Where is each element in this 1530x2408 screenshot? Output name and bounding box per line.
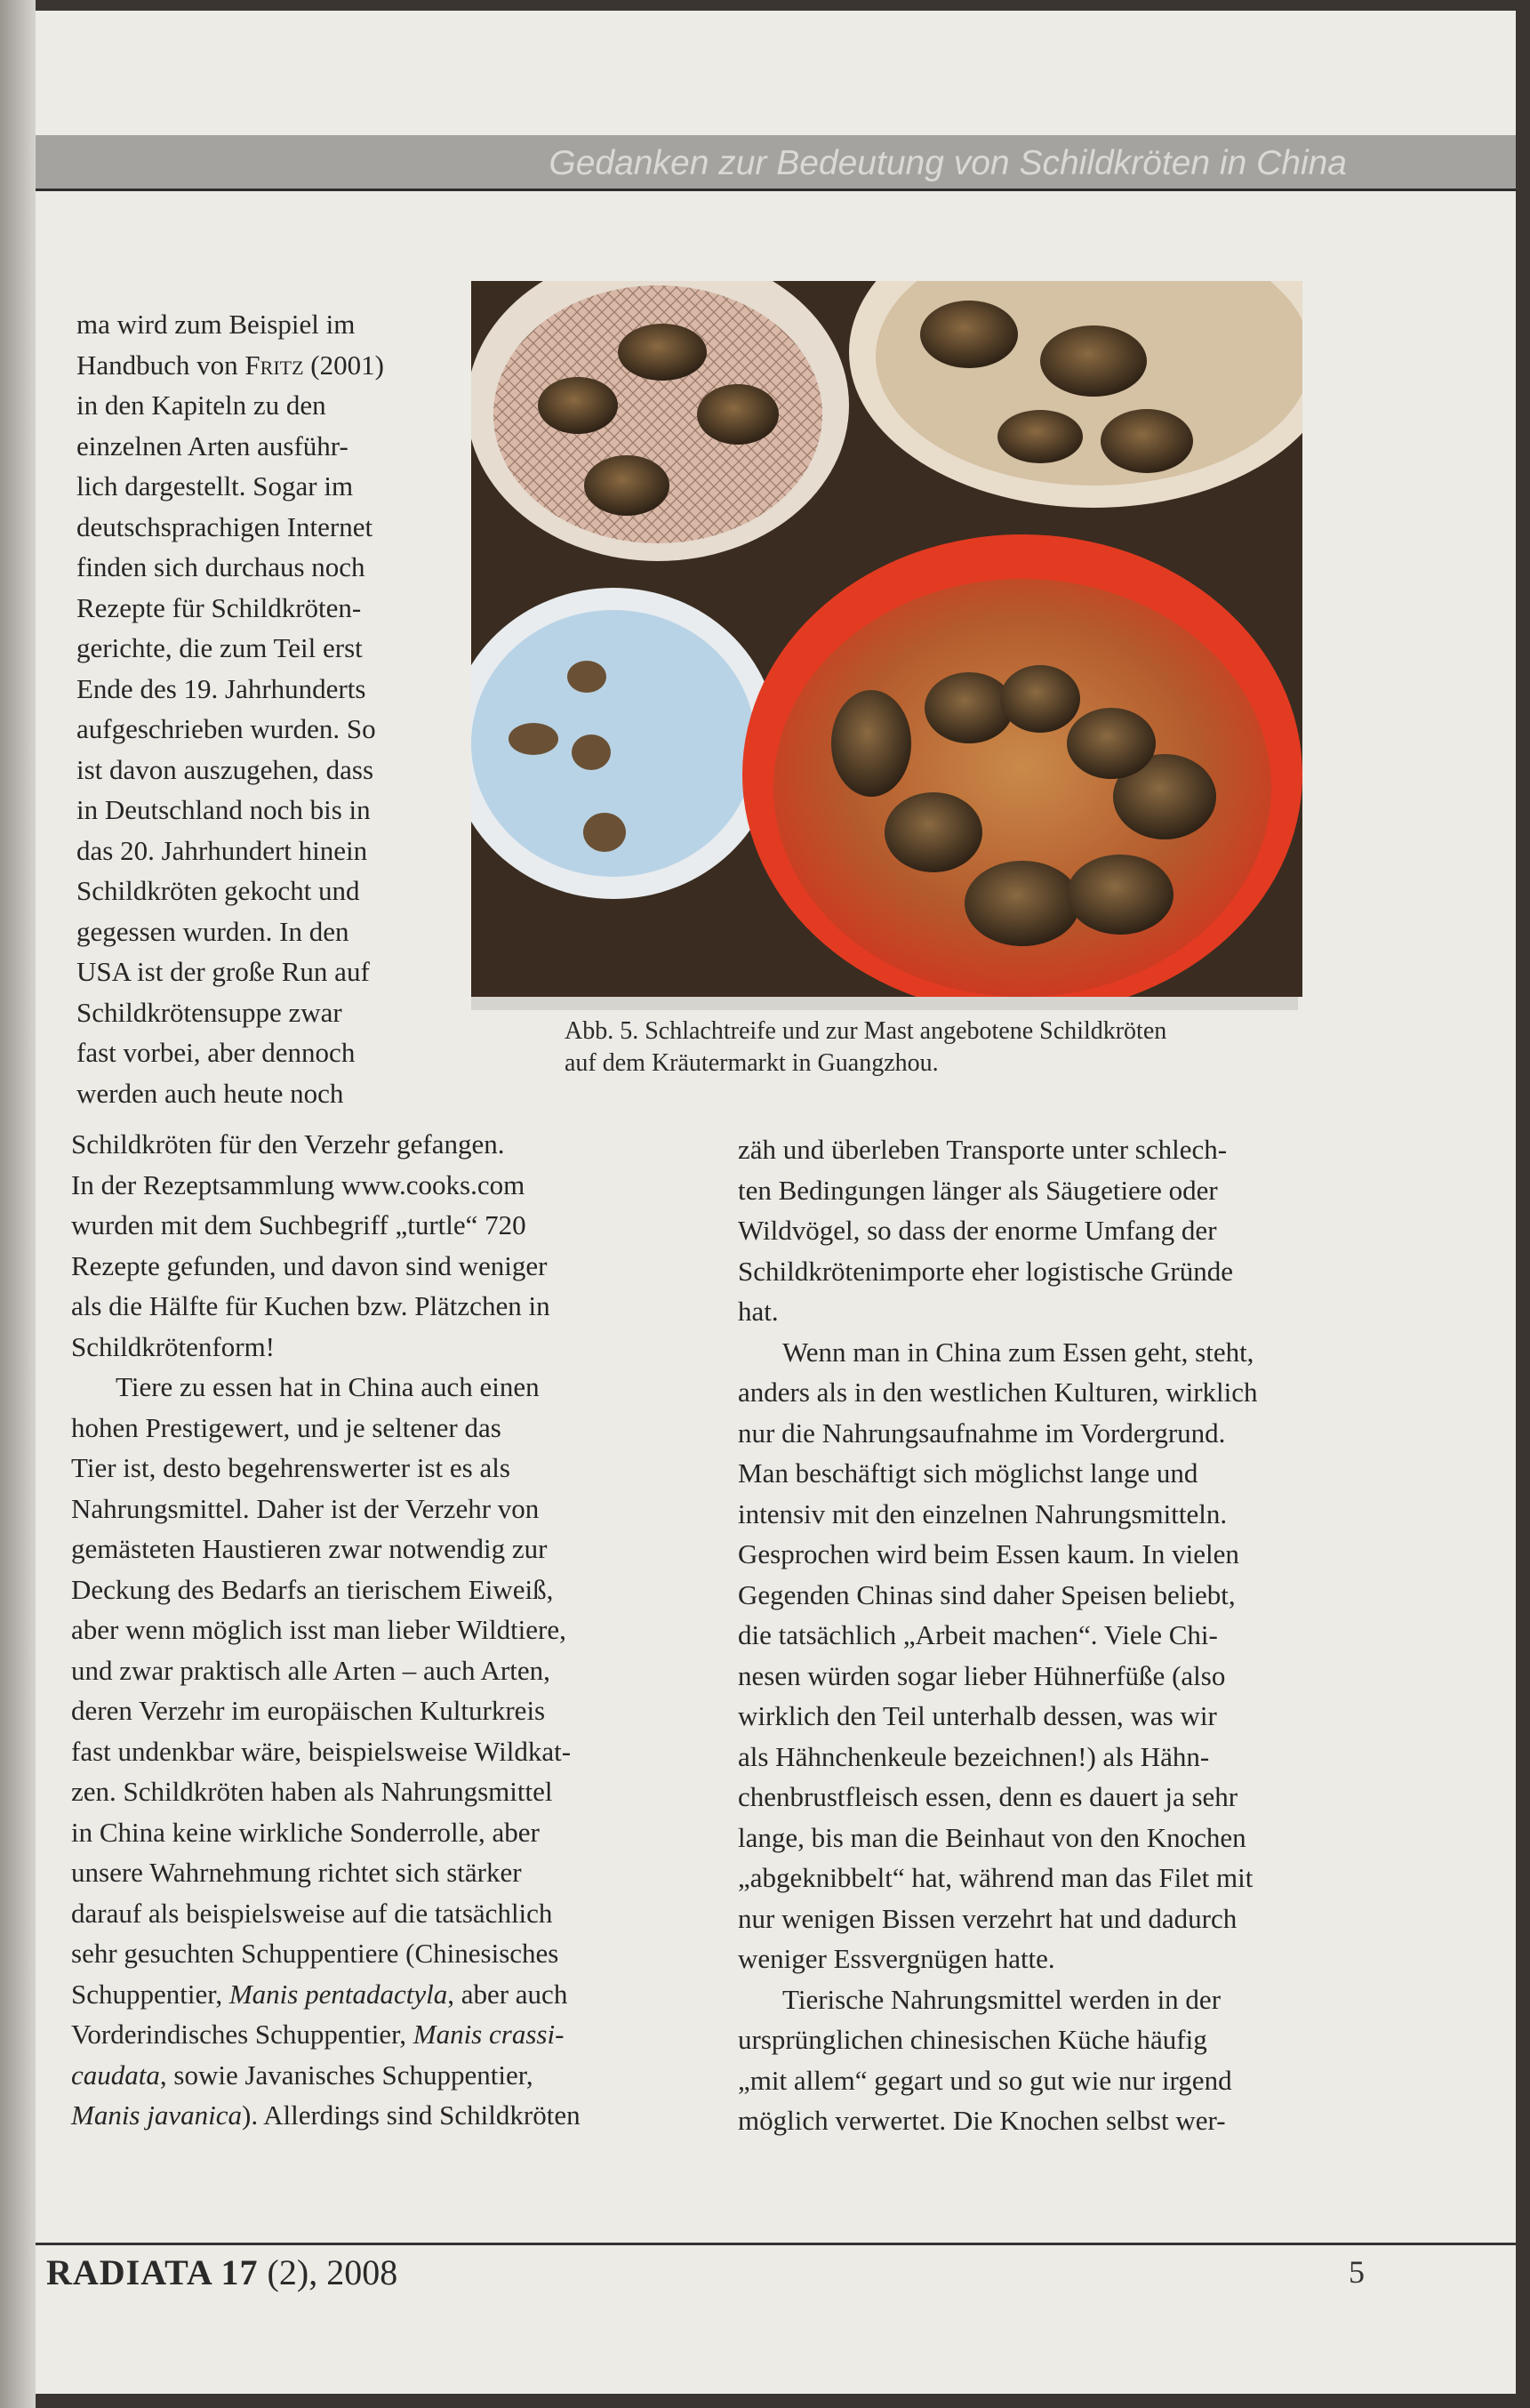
right-column: [738, 1129, 1391, 2141]
text-line: Schildkröten für den Verzehr gefangen.: [71, 1128, 505, 1160]
journal-name: RADIATA 17: [46, 2252, 259, 2292]
text-line: lange, bis man die Beinhaut von den Knochen: [738, 1821, 1246, 1853]
text-line: in den Kapiteln zu den: [76, 389, 326, 421]
text-line: einzelnen Arten ausführ-: [76, 429, 348, 462]
text-line: hat.: [738, 1296, 779, 1327]
text-line: zen. Schildkröten haben als Nahrungsmittel: [71, 1776, 553, 1807]
text-line: fast undenkbar wäre, beispielsweise Wildkat-: [71, 1735, 572, 1767]
text-line: Tierische Nahrungsmittel werden in der: [782, 1983, 1222, 2015]
text-line: Vorderindisches Schuppentier, Manis crassi-: [71, 2019, 565, 2050]
text-line: lich dargestellt. Sogar im: [76, 470, 354, 502]
text-line: hohen Prestigewert, und je seltener das: [71, 1411, 501, 1443]
text-line: In der Rezeptsammlung www.cooks.com: [71, 1168, 525, 1200]
text-line: Schuppentier, Manis pentadactyla, aber auch: [71, 1978, 568, 2010]
text-line: Gegenden Chinas sind daher Speisen beliebt,: [738, 1578, 1236, 1610]
text-line: nur wenigen Bissen verzehrt hat und dadurch: [738, 1902, 1238, 1934]
text-line: Rezepte für Schildkröten-: [76, 591, 362, 623]
running-header-bar: [36, 135, 1516, 191]
text-line: als die Hälfte für Kuchen bzw. Plätzchen in: [71, 1290, 550, 1321]
text-line: werden auch heute noch: [76, 1077, 344, 1109]
text-line: Wenn man in China zum Essen geht, steht,: [782, 1336, 1254, 1368]
text-line: in Deutschland noch bis in: [76, 794, 371, 825]
text-line: Man beschäftigt sich möglichst lange und: [738, 1457, 1198, 1489]
text-line: Tiere zu essen hat in China auch einen: [116, 1371, 540, 1402]
left-column-wide: [71, 1124, 725, 2136]
species-name: Manis crassi-: [413, 2019, 565, 2050]
text-line: „mit allem“ gegart und so gut wie nur irgend: [738, 2064, 1232, 2096]
text-line: unsere Wahrnehmung richtet sich stärker: [71, 1857, 522, 1888]
text-line: fast vorbei, aber dennoch: [76, 1037, 356, 1068]
text-line: gegessen wurden. In den: [76, 915, 349, 947]
journal-issue: (2), 2008: [258, 2252, 398, 2292]
species-name: Manis pentadactyla: [228, 1978, 448, 2010]
text-line: Schildkröten gekocht und: [76, 875, 360, 906]
text-line: möglich verwertet. Die Knochen selbst wer-: [738, 2105, 1226, 2136]
text-line: intensiv mit den einzelnen Nahrungsmitteln.: [738, 1497, 1228, 1529]
text-line: ursprünglichen chinesischen Küche häufig: [738, 2024, 1207, 2055]
text-line: und zwar praktisch alle Arten – auch Arten,: [71, 1654, 550, 1686]
text-line: gemästeten Haustieren zwar notwendig zur: [71, 1533, 548, 1564]
figure-caption: [565, 1015, 1347, 1080]
magazine-page: [36, 11, 1516, 2394]
book-spine-shadow: [0, 0, 36, 2408]
text-line: ist davon auszugehen, dass: [76, 753, 374, 785]
text-line: Ende des 19. Jahrhunderts: [76, 672, 366, 704]
text-line: ma wird zum Beispiel im: [76, 309, 356, 340]
text-line: die tatsächlich „Arbeit machen“. Viele Chi-: [738, 1619, 1218, 1650]
species-name: Manis javanica: [71, 2099, 242, 2131]
left-column-narrow: [76, 304, 443, 1113]
page-number: 5: [1349, 2254, 1365, 2290]
text-line: Rezepte gefunden, und davon sind weniger: [71, 1249, 548, 1281]
footer-rule: [36, 2243, 1516, 2245]
caption-line: auf dem Kräutermarkt in Guangzhou.: [565, 1049, 939, 1077]
text-line: caudata, sowie Javanisches Schuppentier,: [71, 2059, 533, 2091]
running-header-title: Gedanken zur Bedeutung von Schildkröten in China: [549, 144, 1347, 182]
text-line: nesen würden sogar lieber Hühnerfüße (also: [738, 1659, 1226, 1691]
text-line: in China keine wirkliche Sonderrolle, aber: [71, 1816, 540, 1848]
figure-frame: [471, 281, 1298, 1010]
text-line: deutschsprachigen Internet: [76, 510, 373, 542]
text-line: Schildkrötensuppe zwar: [76, 996, 342, 1028]
text-line: „abgeknibbelt“ hat, während man das Filet mit: [738, 1862, 1254, 1893]
text-line: sehr gesuchten Schuppentiere (Chinesisches: [71, 1938, 559, 1969]
text-line: chenbrustfleisch essen, denn es dauert ja sehr: [738, 1781, 1238, 1812]
text-line: aber wenn möglich isst man lieber Wildtiere,: [71, 1614, 566, 1645]
turtle-market-photo: [471, 281, 1302, 997]
journal-citation: [46, 2251, 397, 2293]
photo-illustration: [471, 281, 1302, 997]
text-line: Nahrungsmittel. Daher ist der Verzehr von: [71, 1492, 540, 1524]
text-line: wirklich den Teil unterhalb dessen, was wir: [738, 1700, 1217, 1731]
text-line: ten Bedingungen länger als Säugetiere oder: [738, 1174, 1218, 1206]
text-line: Deckung des Bedarfs an tierischem Eiweiß,: [71, 1573, 554, 1605]
caption-line: Abb. 5. Schlachtreife und zur Mast angebotene Schildkröten: [565, 1017, 1167, 1045]
text-line: nur die Nahrungsaufnahme im Vordergrund.: [738, 1417, 1226, 1449]
text-line: als Hähnchenkeule bezeichnen!) als Hähn-: [738, 1740, 1210, 1772]
text-line: Gesprochen wird beim Essen kaum. In vielen: [738, 1538, 1239, 1569]
text-line: Manis javanica). Allerdings sind Schildkröten: [71, 2099, 581, 2131]
text-line: Schildkrötenimporte eher logistische Gründe: [738, 1255, 1234, 1287]
text-line: Schildkrötenform!: [71, 1330, 276, 1362]
text-line: anders als in den westlichen Kulturen, wirklich: [738, 1377, 1258, 1408]
text-line: weniger Essvergnügen hatte.: [738, 1943, 1055, 1974]
text-line: wurden mit dem Suchbegriff „turtle“ 720: [71, 1209, 526, 1240]
text-line: Handbuch von Fritz (2001): [76, 349, 384, 381]
text-line: das 20. Jahrhundert hinein: [76, 834, 368, 866]
text-line: darauf als beispielsweise auf die tatsächlich: [71, 1897, 553, 1929]
text-line: gerichte, die zum Teil erst: [76, 632, 363, 663]
author-name: Fritz: [244, 349, 304, 381]
text-line: Wildvögel, so dass der enorme Umfang der: [738, 1215, 1217, 1246]
text-line: deren Verzehr im europäischen Kulturkreis: [71, 1695, 546, 1726]
text-line: finden sich durchaus noch: [76, 551, 365, 582]
text-line: aufgeschrieben wurden. So: [76, 713, 376, 744]
species-name: caudata: [71, 2059, 160, 2091]
text-line: Tier ist, desto begehrenswerter ist es als: [71, 1452, 510, 1483]
text-line: zäh und überleben Transporte unter schlech-: [738, 1134, 1228, 1165]
text-line: USA ist der große Run auf: [76, 956, 370, 987]
